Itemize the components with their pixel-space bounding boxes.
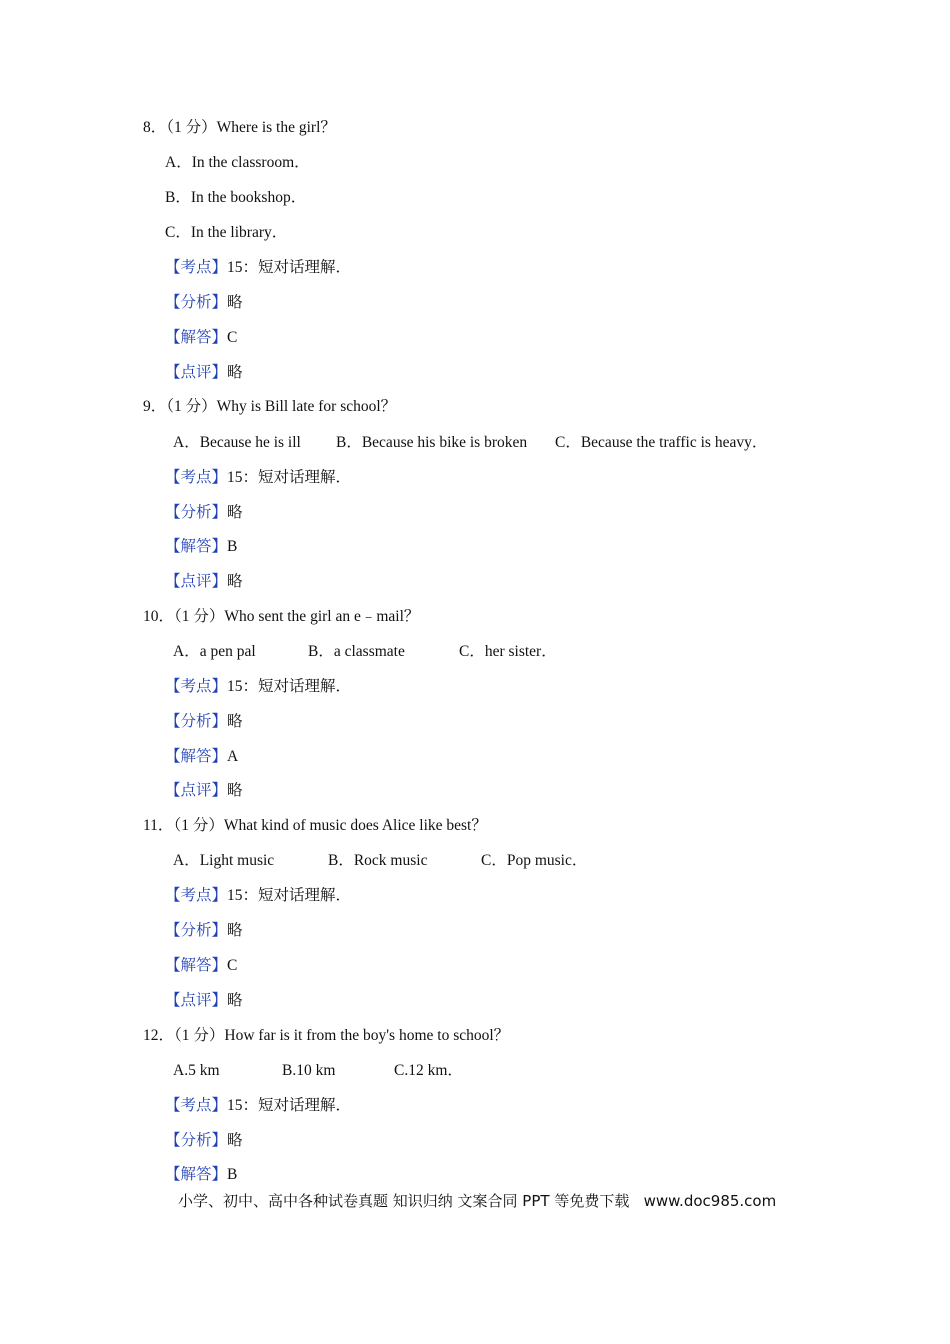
dianping-text: 略 bbox=[227, 573, 243, 590]
dianping-text: 略 bbox=[227, 782, 243, 799]
fenxi-tag: 【分析】 bbox=[165, 713, 228, 730]
question-10-jieda bbox=[165, 747, 238, 767]
question-9-dianping bbox=[165, 572, 243, 592]
jieda-text: C bbox=[227, 329, 238, 346]
question-9-fenxi bbox=[165, 503, 243, 523]
question-12-option-c: C.12 km． bbox=[394, 1062, 463, 1079]
jieda-tag: 【解答】 bbox=[165, 748, 228, 765]
jieda-tag: 【解答】 bbox=[165, 329, 228, 346]
jieda-text: B bbox=[227, 538, 238, 555]
kaodian-tag: 【考点】 bbox=[165, 678, 228, 695]
question-11-dianping bbox=[165, 991, 243, 1011]
question-text: How far is it from the boy's home to school？ bbox=[224, 1027, 510, 1044]
question-number: 11． bbox=[143, 817, 174, 834]
fenxi-tag: 【分析】 bbox=[165, 504, 228, 521]
question-text: Who sent the girl an e﹣mail？ bbox=[224, 608, 420, 625]
fenxi-tag: 【分析】 bbox=[165, 294, 228, 311]
dianping-text: 略 bbox=[227, 364, 243, 381]
question-text: Why is Bill late for school？ bbox=[216, 398, 397, 415]
question-9-option-b: B．Because his bike is broken bbox=[336, 434, 528, 451]
question-9-stem bbox=[143, 397, 396, 417]
question-10-option-a: A．a pen pal bbox=[173, 643, 256, 660]
question-11-fenxi bbox=[165, 921, 243, 941]
question-number: 8． bbox=[143, 119, 167, 136]
question-11-option-a: A．Light music bbox=[173, 852, 275, 869]
dianping-tag: 【点评】 bbox=[165, 364, 228, 381]
kaodian-tag: 【考点】 bbox=[165, 259, 228, 276]
jieda-tag: 【解答】 bbox=[165, 538, 228, 555]
question-11-jieda bbox=[165, 956, 237, 976]
question-11-stem bbox=[143, 816, 487, 836]
question-12-stem bbox=[143, 1026, 509, 1046]
jieda-text: B bbox=[227, 1166, 238, 1183]
question-8-stem bbox=[143, 118, 336, 138]
question-score: （1 分） bbox=[174, 608, 225, 625]
question-8-kaodian bbox=[165, 258, 351, 278]
jieda-text: C bbox=[227, 957, 238, 974]
kaodian-text: 15：短对话理解． bbox=[227, 1097, 352, 1114]
dianping-tag: 【点评】 bbox=[165, 992, 228, 1009]
fenxi-tag: 【分析】 bbox=[165, 1132, 228, 1149]
kaodian-tag: 【考点】 bbox=[165, 1097, 228, 1114]
question-10-fenxi bbox=[165, 712, 243, 732]
question-number: 12． bbox=[143, 1027, 175, 1044]
question-9-kaodian bbox=[165, 468, 351, 488]
question-8-dianping bbox=[165, 363, 243, 383]
jieda-text: A bbox=[227, 748, 239, 765]
question-11-kaodian bbox=[165, 886, 351, 906]
kaodian-text: 15：短对话理解． bbox=[227, 887, 352, 904]
question-10-option-b: B．a classmate bbox=[308, 643, 405, 660]
question-text: What kind of music does Alice like best？ bbox=[223, 817, 487, 834]
question-10-dianping bbox=[165, 781, 243, 801]
question-number: 10． bbox=[143, 608, 175, 625]
question-9-option-c: C．Because the traffic is heavy． bbox=[555, 434, 768, 451]
fenxi-text: 略 bbox=[227, 1132, 243, 1149]
question-score: （1 分） bbox=[174, 1027, 225, 1044]
question-12-jieda bbox=[165, 1165, 237, 1185]
kaodian-text: 15：短对话理解． bbox=[227, 469, 352, 486]
fenxi-text: 略 bbox=[227, 294, 243, 311]
fenxi-tag: 【分析】 bbox=[165, 922, 228, 939]
question-score: （1 分） bbox=[173, 817, 224, 834]
jieda-tag: 【解答】 bbox=[165, 957, 228, 974]
kaodian-text: 15：短对话理解． bbox=[227, 678, 352, 695]
question-10-option-c: C．her sister． bbox=[459, 643, 557, 660]
kaodian-tag: 【考点】 bbox=[165, 887, 228, 904]
question-12-option-a: A.5 km bbox=[173, 1062, 220, 1079]
question-score: （1 分） bbox=[166, 398, 217, 415]
fenxi-text: 略 bbox=[227, 713, 243, 730]
question-8-fenxi bbox=[165, 293, 243, 313]
question-8-jieda bbox=[165, 328, 237, 348]
kaodian-text: 15：短对话理解． bbox=[227, 259, 352, 276]
question-score: （1 分） bbox=[166, 119, 217, 136]
question-12-kaodian bbox=[165, 1096, 351, 1116]
question-9-option-a: A．Because he is ill bbox=[173, 434, 301, 451]
question-8-option-c: C．In the library． bbox=[165, 224, 288, 241]
question-11-option-b: B．Rock music bbox=[328, 852, 428, 869]
question-9-jieda bbox=[165, 537, 237, 557]
question-12-option-b: B.10 km bbox=[282, 1062, 336, 1079]
dianping-tag: 【点评】 bbox=[165, 573, 228, 590]
question-10-kaodian bbox=[165, 677, 351, 697]
jieda-tag: 【解答】 bbox=[165, 1166, 228, 1183]
fenxi-text: 略 bbox=[227, 504, 243, 521]
fenxi-text: 略 bbox=[227, 922, 243, 939]
question-11-option-c: C．Pop music． bbox=[481, 852, 588, 869]
question-number: 9． bbox=[143, 398, 167, 415]
dianping-text: 略 bbox=[227, 992, 243, 1009]
question-10-stem bbox=[143, 607, 419, 627]
kaodian-tag: 【考点】 bbox=[165, 469, 228, 486]
question-text: Where is the girl？ bbox=[216, 119, 336, 136]
question-8-option-a: A．In the classroom． bbox=[165, 154, 310, 171]
question-8-option-b: B．In the bookshop． bbox=[165, 189, 307, 206]
page-footer: 小学、初中、高中各种试卷真题 知识归纳 文案合同 PPT 等免费下载 www.doc985.com bbox=[178, 1192, 777, 1210]
question-12-fenxi bbox=[165, 1131, 243, 1151]
dianping-tag: 【点评】 bbox=[165, 782, 228, 799]
